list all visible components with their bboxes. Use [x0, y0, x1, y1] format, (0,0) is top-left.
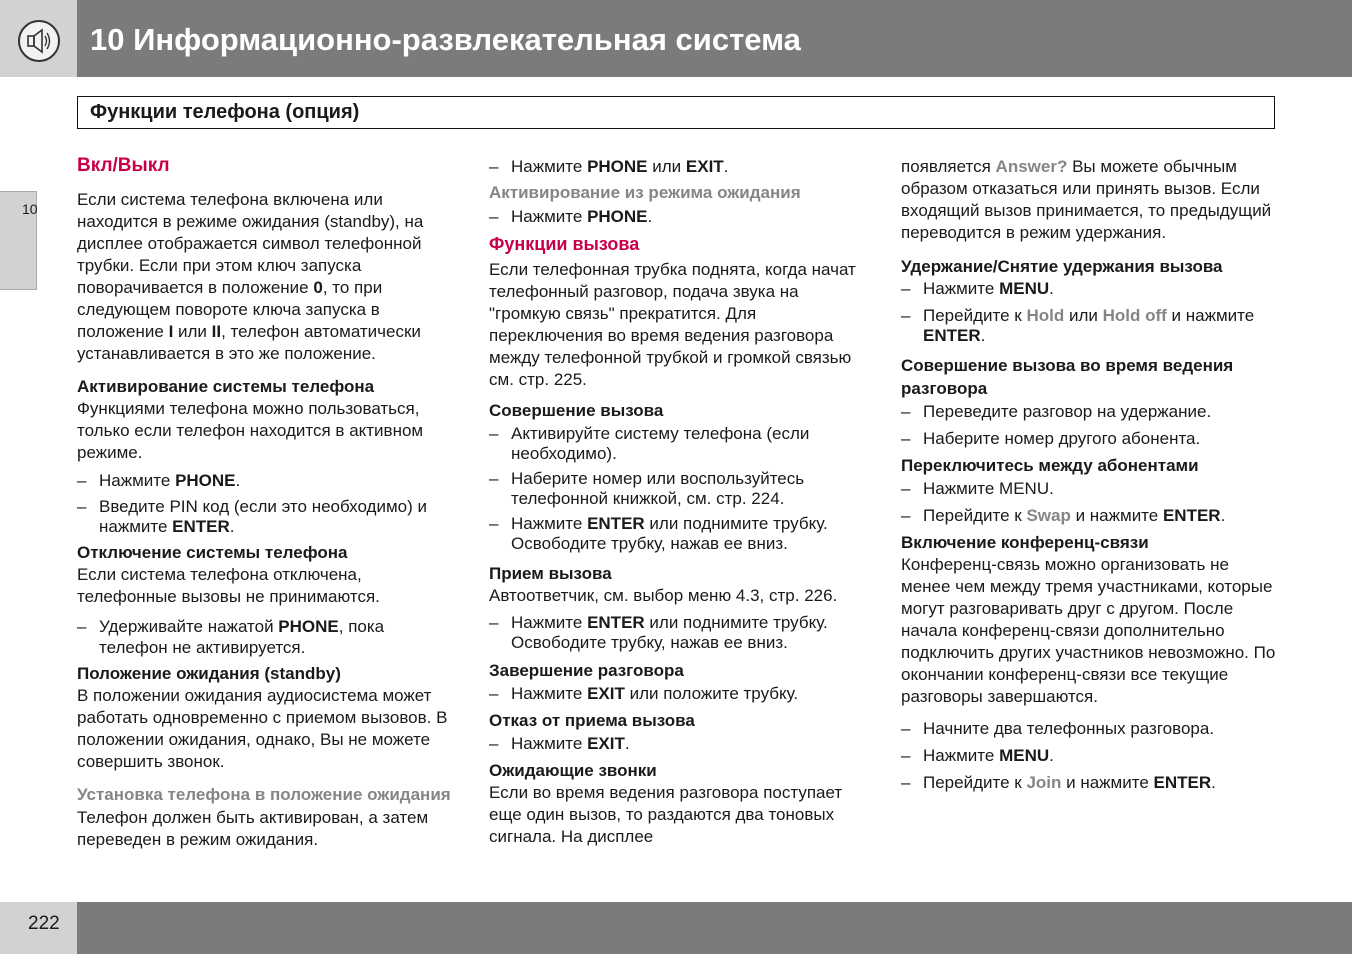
page-number: 222	[28, 913, 60, 934]
list-deactivate-phone	[77, 616, 452, 658]
footer-band	[77, 902, 1352, 954]
list-reject-call	[489, 733, 869, 755]
list-item: – Нажмите MENU.	[901, 745, 1276, 767]
list-item: – Нажмите ENTER или поднимите трубку. Освободите трубку, нажав ее вниз.	[489, 613, 869, 653]
paragraph-receive-call: Автоответчик, см. выбор меню 4.3, стр. 226.	[489, 586, 838, 605]
list-conference	[901, 718, 1276, 794]
list-item: – Нажмите ENTER или поднимите трубку. Освободите трубку, нажав ее вниз.	[489, 514, 869, 554]
list-item: – Нажмите MENU.	[901, 478, 1276, 500]
heading-standby: Положение ожидания (standby)	[77, 664, 341, 683]
heading-activate-from-standby: Активирование из режима ожидания	[489, 183, 801, 202]
list-switch-callers	[901, 478, 1276, 527]
list-item: – Перейдите к Swap и нажмите ENTER.	[901, 505, 1276, 527]
paragraph-conference: Конференц-связь можно организовать не менее чем между тремя участниками, которые могут разговаривать друг с другом. После начала конференц-связи дополнительно подключить других участников невозможно. По окончании конференц-связи все текущие разговоры завершаются.	[901, 555, 1276, 706]
heading-call-during-call: Совершение вызова во время ведения разговора	[901, 356, 1234, 398]
paragraph-activate-phone: Функциями телефона можно пользоваться, только если телефон находится в активном режиме.	[77, 399, 424, 462]
list-activate-from-standby	[489, 206, 869, 228]
list-item: – Переведите разговор на удержание.	[901, 401, 1276, 423]
paragraph-call-functions: Если телефонная трубка поднята, когда начат телефонный разговор, подача звука на "громкую связь" прекратится. Для переключения во время ведения разговора между телефонной трубкой и громкой связью см. стр. 225.	[489, 260, 856, 389]
list-item: – Нажмите EXIT или положите трубку.	[489, 683, 869, 705]
heading-waiting-calls: Ожидающие звонки	[489, 761, 657, 780]
paragraph-set-standby: Телефон должен быть активирован, а затем переведен в режим ожидания.	[77, 808, 429, 849]
list-item: – Перейдите к Join и нажмите ENTER.	[901, 772, 1276, 794]
heading-receive-call: Прием вызова	[489, 564, 612, 583]
paragraph-standby: В положении ожидания аудиосистема может работать одновременно с приемом вызовов. В положении ожидания, однако, Вы не можете совершить звонок.	[77, 686, 448, 771]
paragraph-on-off: Если система телефона включена или находится в режиме ожидания (standby), на дисплее отображается символ телефонной трубки. Если при этом ключ запуска поворачивается в положение 0, то при следующем повороте ключа запуска в положение I или II, телефон автоматически устанавливается в это же положение.	[77, 190, 424, 363]
list-call-during-call	[901, 401, 1276, 450]
list-item: – Удерживайте нажатой PHONE, пока телефон не активируется.	[77, 616, 452, 658]
heading-conference: Включение конференц-связи	[901, 533, 1149, 552]
speaker-icon	[17, 19, 61, 63]
heading-set-standby: Установка телефона в положение ожидания	[77, 785, 451, 804]
heading-on-off: Вкл/Выкл	[77, 155, 170, 176]
list-hold-call	[901, 279, 1276, 346]
list-item: – Начните два телефонных разговора.	[901, 718, 1276, 740]
side-tab-number: 10	[22, 201, 38, 217]
paragraph-answer: появляется Answer? Вы можете обычным образом отказаться или принять вызов. Если входящий вызов принимается, то предыдущий переводится в режим удержания.	[901, 157, 1272, 242]
column-2	[489, 155, 869, 848]
list-item: – Нажмите PHONE.	[77, 470, 452, 492]
heading-reject-call: Отказ от приема вызова	[489, 711, 695, 730]
list-exit-standby	[489, 156, 869, 178]
chapter-title: 10 Информационно-развлекательная система	[90, 22, 801, 57]
heading-end-call: Завершение разговора	[489, 661, 684, 680]
list-receive-call	[489, 613, 869, 653]
paragraph-deactivate-phone: Если система телефона отключена, телефонные вызовы не принимаются.	[77, 565, 380, 606]
heading-hold-call: Удержание/Снятие удержания вызова	[901, 257, 1223, 276]
heading-call-functions: Функции вызова	[489, 234, 640, 254]
section-title: Функции телефона (опция)	[90, 101, 360, 123]
heading-make-call: Совершение вызова	[489, 401, 664, 420]
list-item: – Перейдите к Hold или Hold off и нажмите ENTER.	[901, 306, 1276, 346]
column-1	[77, 155, 452, 851]
list-item: – Нажмите PHONE.	[489, 206, 869, 228]
header-icon-box	[0, 0, 77, 77]
list-item: – Наберите номер другого абонента.	[901, 428, 1276, 450]
section-title-box	[77, 96, 1275, 129]
list-item: – Нажмите MENU.	[901, 279, 1276, 299]
list-activate-phone	[77, 470, 452, 537]
heading-activate-phone: Активирование системы телефона	[77, 377, 375, 396]
list-item: – Нажмите PHONE или EXIT.	[489, 156, 869, 178]
list-item: – Наберите номер или воспользуйтесь телефонной книжкой, см. стр. 224.	[489, 469, 869, 509]
list-make-call	[489, 424, 869, 554]
heading-switch-callers: Переключитесь между абонентами	[901, 456, 1199, 475]
list-end-call	[489, 683, 869, 705]
list-item: – Активируйте систему телефона (если необходимо).	[489, 424, 869, 464]
heading-deactivate-phone: Отключение системы телефона	[77, 543, 348, 562]
paragraph-waiting-calls: Если во время ведения разговора поступает еще один вызов, то раздаются два тоновых сигнала. На дисплее	[489, 783, 843, 846]
list-item: – Нажмите EXIT.	[489, 733, 869, 755]
list-item: – Введите PIN код (если это необходимо) и нажмите ENTER.	[77, 497, 452, 537]
column-3	[901, 155, 1276, 799]
